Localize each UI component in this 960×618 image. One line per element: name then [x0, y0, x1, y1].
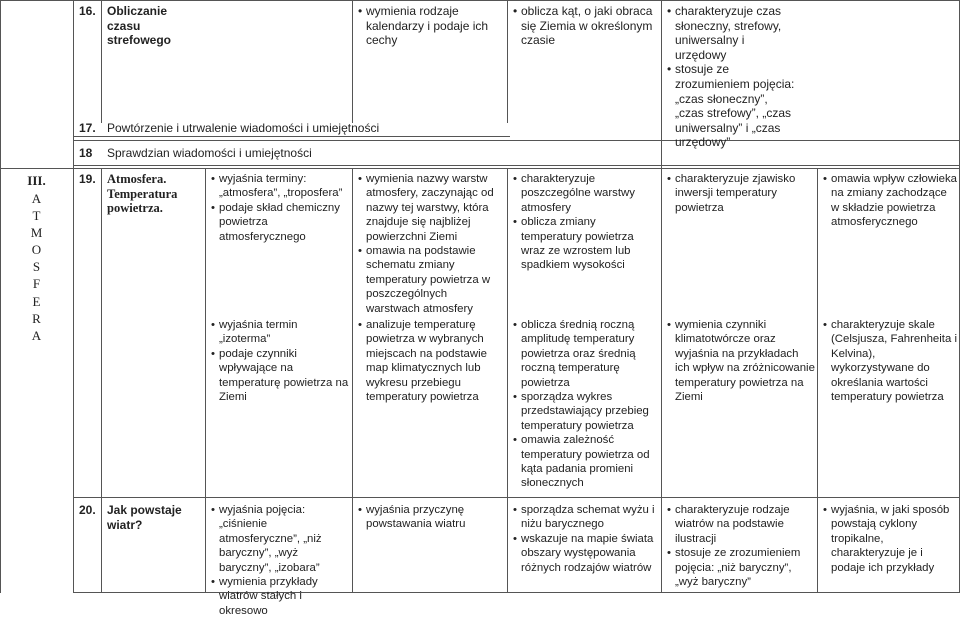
list-item: • wymienia rodzaje kalendarzy i podaje ich cechy: [358, 4, 504, 48]
row19-col4-top: [667, 172, 815, 215]
section-letter: A: [31, 327, 42, 343]
rule-c1-left: [205, 168, 206, 593]
list-item: • charakteryzuje poszczególne warstwy atmosfery: [513, 172, 658, 215]
section-letter: R: [32, 310, 41, 326]
row19-topic: [107, 172, 203, 216]
rule-below-16: [73, 136, 510, 137]
row17-number: 17.: [79, 121, 96, 135]
rule-top: [0, 0, 960, 1]
row19-col2-top: [358, 172, 504, 316]
list-item: • wyjaśnia termin „izoterma”: [211, 318, 349, 347]
rule-c5-left: [817, 168, 818, 593]
section-letter: A: [31, 191, 42, 206]
list-item: • wyjaśnia, w jaki sposób powstają cyklony tropikalne, charakteryzuje je i podaje ich przykłady: [823, 503, 957, 575]
rule-section-top: [0, 168, 960, 169]
section-letter: T: [32, 208, 41, 224]
row19-col3-bottom: [513, 318, 658, 491]
list-item: • wyjaśnia terminy: „atmosfera”, „troposfera”: [211, 172, 349, 201]
row19-col2-bottom: [358, 318, 504, 404]
list-item: • wymienia nazwy warstw atmosfery, zaczynając od nazwy tej warstwy, która znajduje się najbliżej powierzchni Ziemi: [358, 172, 504, 244]
list-item: • omawia na podstawie schematu zmiany temperatury powietrza w poszczególnych warstwach atmosfery: [358, 244, 504, 316]
rule-c3-left: [507, 0, 508, 123]
rule-c2-left: [352, 0, 353, 123]
list-item: • charakteryzuje zjawisko inwersji temperatury powietrza: [667, 172, 815, 215]
row19-col5-top: [823, 172, 957, 230]
row19-col3-top: [513, 172, 658, 273]
list-item: • oblicza kąt, o jaki obraca się Ziemia w określonym czasie: [513, 4, 658, 48]
list-item: • analizuje temperaturę powietrza w wybranych miejscach na podstawie map klimatycznych lub wykresu przebiegu temperatury powietrza: [358, 318, 504, 404]
rule-below-18: [73, 165, 960, 166]
row19-topic-title: Atmosfera.: [107, 172, 167, 186]
row20-col1: [211, 503, 351, 618]
list-item: • wymienia przykłady wiatrów stałych i okresowo: [211, 575, 351, 618]
section-letter: O: [31, 242, 42, 258]
list-item: • wymienia czynniki klimatotwórcze oraz wyjaśnia na przykładach ich wpływ na zróżnicowanie temperatury powietrza na Ziemi: [667, 318, 815, 404]
rule-topic-left: [101, 0, 102, 123]
list-item: • sporządza wykres przedstawiający przebieg temperatury powietrza: [513, 390, 658, 433]
list-item: • sporządza schemat wyżu i niżu barycznego: [513, 503, 658, 532]
row16-topic: Obliczanie czasu strefowego: [107, 4, 172, 48]
rule-num-left: [73, 0, 74, 593]
list-item: • podaje skład chemiczny powietrza atmosferycznego: [211, 201, 349, 244]
row20-col3: [513, 503, 658, 575]
list-item: • omawia zależność temperatury powietrza od kąta padania promieni słonecznych: [513, 433, 658, 491]
rule-below-17: [73, 140, 960, 141]
rule-below-19: [73, 497, 960, 498]
list-item: • oblicza zmiany temperatury powietrza wraz ze wzrostem lub spadkiem wysokości: [513, 215, 658, 273]
section-letter: S: [32, 259, 41, 275]
list-item: • wyjaśnia pojęcia: „ciśnienie atmosferyczne”, „niż baryczny”, „wyż baryczny”, „izobara”: [211, 503, 351, 575]
section-letter: M: [30, 225, 43, 241]
rule-c4-left: [661, 0, 662, 593]
section-letter: F: [32, 276, 41, 292]
list-item: • charakteryzuje rodzaje wiatrów na podstawie ilustracji: [667, 503, 815, 546]
row16-number: 16.: [79, 4, 96, 18]
row16-col3: [513, 4, 658, 48]
rule-topic-left-b: [101, 168, 102, 593]
row20-number: 20.: [79, 503, 96, 517]
section-title-vertical: [0, 190, 73, 344]
row16-col2: [358, 4, 504, 48]
section-letter: E: [32, 293, 41, 309]
row20-topic: Jak powstaje wiatr?: [107, 503, 182, 532]
list-item: • stosuje ze zrozumieniem pojęcia: „niż baryczny”, „wyż baryczny”: [667, 546, 815, 589]
list-item: • charakteryzuje skale (Celsjusza, Fahrenheita i Kelvina), wykorzystywane do określania wartości temperatury powietrza: [823, 318, 957, 404]
row20-col4: [667, 503, 815, 589]
row19-number: 19.: [79, 172, 96, 186]
list-item: • stosuje ze zrozumieniem pojęcia: „czas słoneczny”, „czas strefowy”, „czas uniwersalny” i „czas urzędowy”: [667, 62, 797, 150]
row16-col4: [667, 4, 797, 150]
row19-topic-sub: Temperatura powietrza.: [107, 186, 178, 216]
list-item: • wyjaśnia przyczynę powstawania wiatru: [358, 503, 504, 532]
list-item: • wskazuje na mapie świata obszary występowania różnych rodzajów wiatrów: [513, 532, 658, 575]
rule-c3-left-b: [507, 168, 508, 593]
list-item: • charakteryzuje czas słoneczny, strefowy, uniwersalny i urzędowy: [667, 4, 797, 62]
row19-col1-top: [211, 172, 349, 244]
list-item: • podaje czynniki wpływające na temperaturę powietrza na Ziemi: [211, 347, 349, 405]
row19-col4-bottom: [667, 318, 815, 404]
row19-col1-bottom: [211, 318, 349, 404]
section-number: III.: [27, 173, 46, 188]
row20-col2: [358, 503, 504, 532]
row20-col5: [823, 503, 957, 575]
row17-topic: Powtórzenie i utrwalenie wiadomości i umiejętności: [107, 121, 380, 135]
list-item: • oblicza średnią roczną amplitudę temperatury powietrza oraz średnią roczną temperaturę powietrza: [513, 318, 658, 390]
row18-topic: Sprawdzian wiadomości i umiejętności: [107, 146, 312, 160]
list-item: • omawia wpływ człowieka na zmiany zachodzące w składzie powietrza atmosferycznego: [823, 172, 957, 230]
row18-number: 18: [79, 146, 93, 160]
row19-col5-bottom: [823, 318, 957, 404]
rule-c2-left-b: [352, 168, 353, 593]
